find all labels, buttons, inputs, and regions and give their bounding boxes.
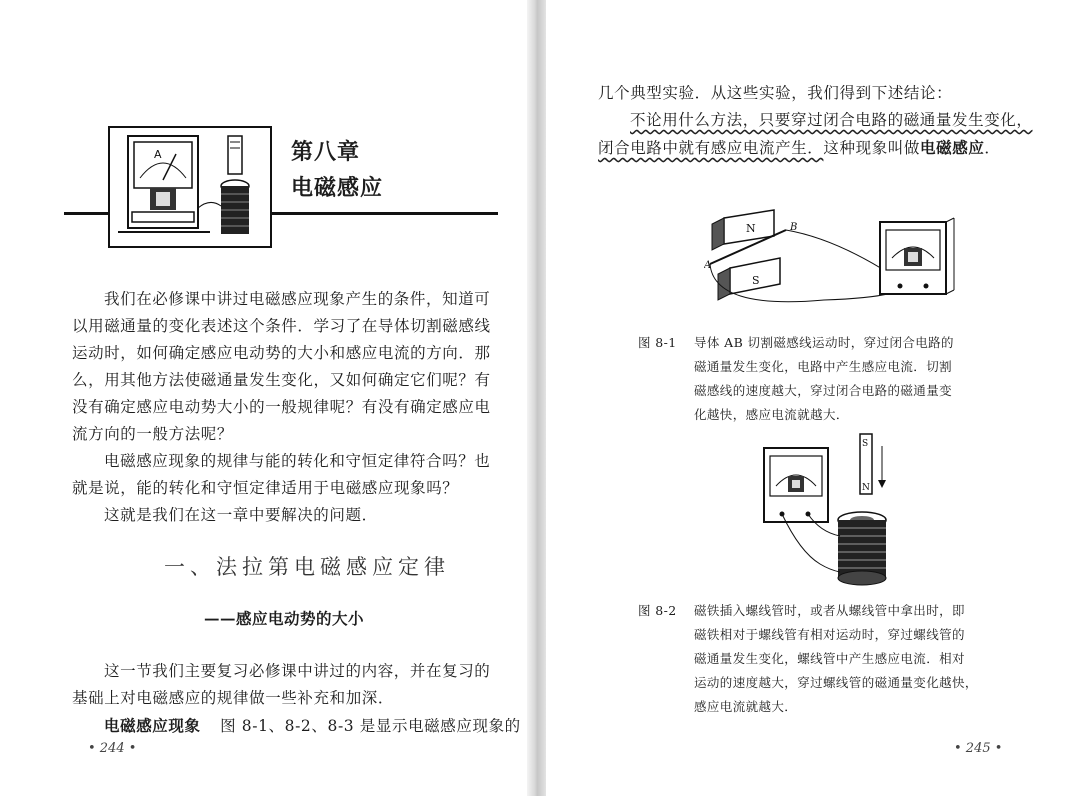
intro-paragraph-2 <box>104 448 490 475</box>
section-heading: 一、法拉第电磁感应定律 <box>164 555 450 579</box>
page-number-left: • 244 • <box>88 741 137 756</box>
intro-paragraph-1 <box>104 286 490 313</box>
intro-paragraph-3 <box>104 502 378 529</box>
intro-paragraph-1-cont <box>72 313 491 448</box>
figure-label: 图 8-2 <box>638 603 677 618</box>
bold-term: 电磁感应 <box>920 138 985 157</box>
magnet-s-label: S <box>752 274 760 287</box>
point-b-label: B <box>790 222 798 233</box>
left-page <box>0 0 527 796</box>
caption-line: 导体 AB 切割磁感线运动时，穿过闭合电路的 <box>694 335 954 350</box>
text-line: 就是说，能的转化和守恒定律适用于电磁感应现象吗？ <box>72 479 459 497</box>
text-line: 这种现象叫做 <box>823 139 921 157</box>
figure-8-2-caption <box>638 599 1068 729</box>
conclusion-line-2 <box>598 134 1001 162</box>
body-last-line <box>104 712 521 740</box>
caption-line: 磁通量发生变化，电路中产生感应电流．切割 <box>694 359 953 374</box>
text-line: 我们在必修课中讲过电磁感应现象产生的条件，知道可 <box>104 290 491 308</box>
chapter-number: 第八章 <box>291 139 361 165</box>
chapter-title: 电磁感应 <box>291 175 384 201</box>
text-line: 流方向的一般方法呢？ <box>72 425 234 443</box>
text-line: 几个典型实验．从这些实验，我们得到下述结论： <box>598 84 953 102</box>
body-paragraph-cont <box>72 685 394 712</box>
figure-8-1 <box>704 200 964 316</box>
text-line: 这一节我们主要复习必修课中讲过的内容，并在复习的 <box>104 662 491 680</box>
figure-8-1-caption <box>638 331 1058 431</box>
point-a-label: A <box>704 260 712 271</box>
caption-line: 磁铁相对于螺线管有相对运动时，穿过螺线管的 <box>694 627 965 642</box>
figure-8-2 <box>760 432 900 596</box>
text-line: 运动时，如何确定感应电动势的大小和感应电流的方向．那 <box>72 344 491 362</box>
book-gutter <box>527 0 546 796</box>
text-line: ． <box>984 139 1001 157</box>
caption-line: 运动的速度越大，穿过螺线管的磁通量变化越快， <box>694 675 978 690</box>
right-page <box>546 0 1080 796</box>
conclusion-intro <box>598 80 952 107</box>
conclusion-line-1 <box>630 107 1033 134</box>
text-line: 么，用其他方法使磁通量发生变化，又如何确定它们呢？有 <box>72 371 491 389</box>
page-number-right: • 245 • <box>954 741 1003 756</box>
text-line: 电磁感应现象的规律与能的转化和守恒定律符合吗？也 <box>104 452 491 470</box>
figure-label: 图 8-1 <box>638 335 677 350</box>
text-line: 基础上对电磁感应的规律做一些补充和加深． <box>72 689 395 707</box>
svg-text:A: A <box>154 148 162 161</box>
caption-line: 磁感线的速度越大，穿过闭合电路的磁通量变 <box>694 383 953 398</box>
text-line: 以用磁通量的变化表述这个条件．学习了在导体切割磁感线 <box>72 317 491 335</box>
text-line: 图 8-1、8-2、8-3 是显示电磁感应现象的 <box>220 717 521 735</box>
chapter-heading <box>291 134 383 206</box>
intro-paragraph-2-cont <box>72 475 458 502</box>
magnet-n-label: N <box>862 483 870 493</box>
text-line: 没有确定感应电动势大小的一般规律呢？有没有确定感应电 <box>72 398 491 416</box>
text-line: 这就是我们在这一章中要解决的问题． <box>104 506 378 524</box>
bold-term: 电磁感应现象 <box>104 716 201 735</box>
chapter-illustration <box>108 126 272 248</box>
magnet-s-label: S <box>862 439 869 449</box>
subsection-heading: ——感应电动势的大小 <box>204 609 365 628</box>
magnet-n-label: N <box>746 222 756 235</box>
underlined-text: 闭合电路中就有感应电流产生． <box>598 139 824 157</box>
caption-line: 化越快，感应电流就越大． <box>694 407 849 422</box>
caption-line: 磁通量发生变化，螺线管中产生感应电流．相对 <box>694 651 965 666</box>
caption-line: 感应电流就越大． <box>694 699 798 714</box>
body-paragraph <box>104 658 490 685</box>
caption-line: 磁铁插入螺线管时，或者从螺线管中拿出时，即 <box>694 603 965 618</box>
underlined-text: 不论用什么方法，只要穿过闭合电路的磁通量发生变化， <box>630 111 1033 129</box>
